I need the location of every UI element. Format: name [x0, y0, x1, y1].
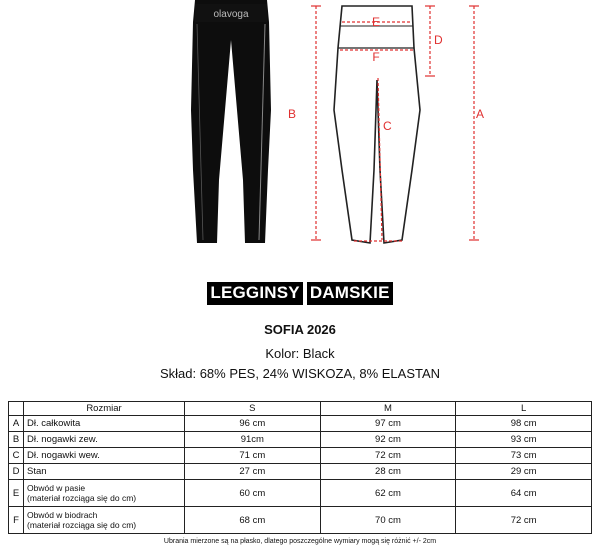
value-s: 27 cm [185, 464, 321, 480]
label-b: B [288, 107, 297, 121]
value-l: 72 cm [456, 507, 592, 534]
value-m: 92 cm [320, 432, 456, 448]
table-row [9, 416, 592, 432]
title-word-2: DAMSKIE [307, 282, 393, 305]
row-label: Obwód w biodrach [27, 510, 98, 520]
value-m: 70 cm [320, 507, 456, 534]
row-id: F [9, 507, 24, 534]
table-row [9, 464, 592, 480]
row-id: B [9, 432, 24, 448]
value-s: 96 cm [185, 416, 321, 432]
header-size-m: M [320, 402, 456, 416]
row-id: E [9, 480, 24, 507]
table-header-row [9, 402, 592, 416]
header-size-s: S [185, 402, 321, 416]
value-m: 97 cm [320, 416, 456, 432]
value-m: 62 cm [320, 480, 456, 507]
value-s: 91cm [185, 432, 321, 448]
value-l: 73 cm [456, 448, 592, 464]
value-l: 98 cm [456, 416, 592, 432]
header-corner [9, 402, 24, 416]
header-rozmiar: Rozmiar [24, 402, 185, 416]
label-d: D [434, 33, 443, 47]
product-title [0, 282, 600, 305]
row-id: C [9, 448, 24, 464]
footnote: Ubrania mierzone są na płasko, dlatego poszczególne wymiary mogą się różnić +/- 2cm [163, 538, 437, 545]
size-table [8, 401, 592, 534]
row-label: Stan [24, 464, 185, 480]
table-row [9, 507, 592, 534]
value-s: 68 cm [185, 507, 321, 534]
header-size-l: L [456, 402, 592, 416]
value-l: 64 cm [456, 480, 592, 507]
composition-line: Skład: 68% PES, 24% WISKOZA, 8% ELASTAN [159, 366, 441, 381]
table-row [9, 480, 592, 507]
row-sublabel: (materiał rozciąga się do cm) [27, 493, 137, 503]
row-label-cell [24, 480, 185, 507]
row-label: Dł. nogawki wew. [24, 448, 185, 464]
row-label: Dł. nogawki zew. [24, 432, 185, 448]
label-a: A [476, 107, 485, 121]
value-l: 93 cm [456, 432, 592, 448]
table-row [9, 448, 592, 464]
row-id: D [9, 464, 24, 480]
row-label-cell [24, 507, 185, 534]
value-l: 29 cm [456, 464, 592, 480]
label-c: C [383, 119, 392, 133]
table-row [9, 432, 592, 448]
value-s: 71 cm [185, 448, 321, 464]
row-label: Dł. całkowita [24, 416, 185, 432]
measurement-diagram [282, 0, 492, 255]
color-line: Kolor: Black [265, 346, 335, 361]
label-e: E [371, 15, 381, 29]
value-s: 60 cm [185, 480, 321, 507]
row-id: A [9, 416, 24, 432]
label-f: F [372, 50, 380, 64]
row-label: Obwód w pasie [27, 483, 86, 493]
value-m: 72 cm [320, 448, 456, 464]
brand-logo-text: olavoga [213, 9, 249, 20]
model-name: SOFIA 2026 [264, 322, 336, 337]
row-sublabel: (materiał rozciąga się do cm) [27, 520, 137, 530]
title-word-1: LEGGINSY [207, 282, 302, 305]
value-m: 28 cm [320, 464, 456, 480]
product-photo [175, 0, 285, 248]
